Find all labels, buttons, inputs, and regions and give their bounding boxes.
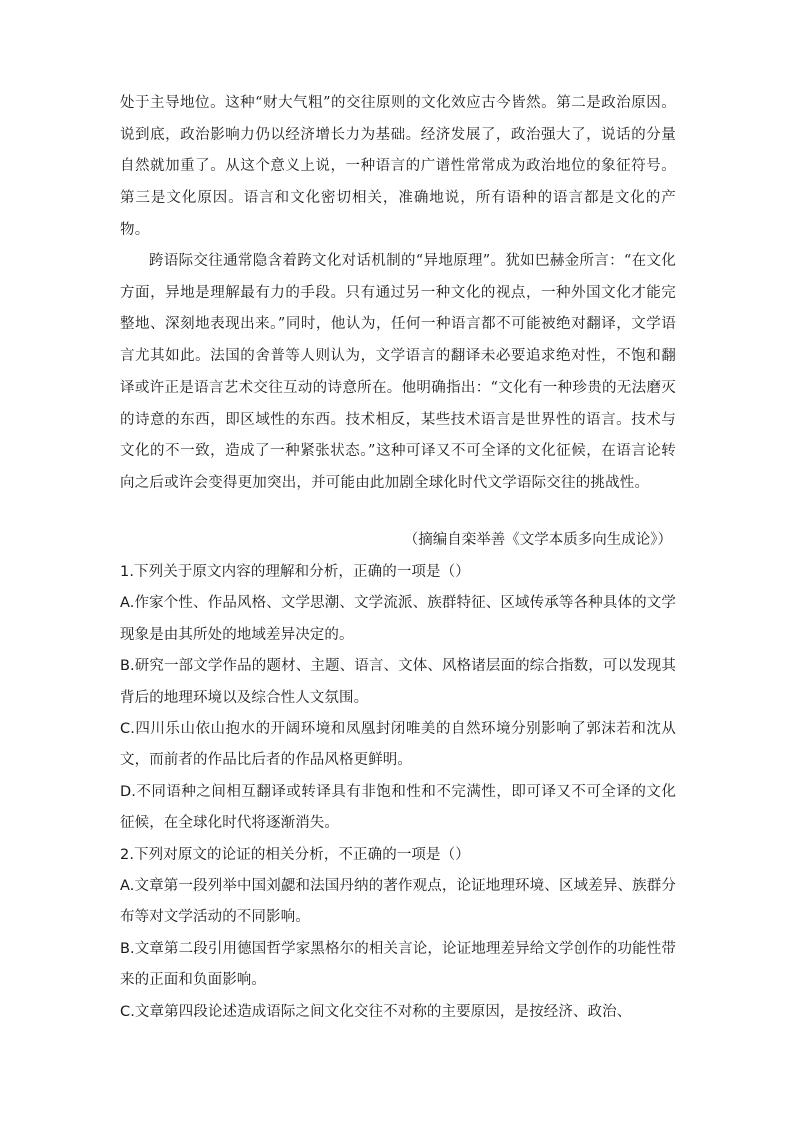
passage-source-citation: （摘编自栾举善《文学本质多向生成论》） xyxy=(403,532,672,548)
question-2-stem: 2.下列对原文的论证的相关分析，不正确的一项是（） xyxy=(120,846,470,863)
question-section xyxy=(120,557,676,1028)
question-1-stem: 1.下列关于原文内容的理解和分析，正确的一项是（） xyxy=(120,564,470,580)
question-1-option-c: C.四川乐山依山抱水的开阔环境和凤凰封闭唯美的自然环境分别影响了郭沫若和沈从文，而前者的作品比后者的作品风格更鲜明。 xyxy=(120,721,676,769)
question-1-option-b: B.研究一部文学作品的题材、主题、语言、文体、风格诸层面的综合指数，可以发现其背后的地理环境以及综合性人文氛围。 xyxy=(120,658,676,706)
question-2-option-c: C.文章第四段论述造成语际之间文化交往不对称的主要原因，是按经济、政治、 xyxy=(120,1003,632,1020)
question-1-option-d: D.不同语种之间相互翻译或转译具有非饱和性和不完满性，即可译又不可全译的文化征候，在全球化时代将逐渐消失。 xyxy=(120,783,676,832)
question-2-option-a: A.文章第一段列举中国刘勰和法国丹纳的著作观点，论证地理环境、区域差异、族群分布等对文学活动的不同影响。 xyxy=(120,878,676,926)
question-1-option-a: A.作家个性、作品风格、文学思潮、文学流派、族群特征、区域传承等各种具体的文学现象是由其所处的地域差异决定的。 xyxy=(120,595,676,643)
passage-paragraph-1: 处于主导地位。这种“财大气粗”的交往原则的文化效应古今皆然。第二是政治原因。说到底，政治影响力仍以经济增长力为基础。经济发展了，政治强大了，说话的分量自然就加重了。从这个意义上说，一种语言的广谱性常常成为政治地位的象征符号。第三是文化原因。语言和文化密切相关，准确地说，所有语种的语言都是文化的产物。 xyxy=(120,95,676,238)
passage-paragraph-2: 跨语际交往通常隐含着跨文化对话机制的“异地原理”。犹如巴赫金所言：“在文化方面，异地是理解最有力的手段。只有通过另一种文化的视点，一种外国文化才能完整地、深刻地表现出来。”同时，他认为，任何一种语言都不可能被绝对翻译，文学语言尤其如此。法国的舍普等人则认为，文学语言的翻译未必要追求绝对性，不饱和翻译或许正是语言艺术交往互动的诗意所在。他明确指出：“文化有一种珍贵的无法磨灭的诗意的东西，即区域性的东西。技术相反，某些技术语言是世界性的语言。技术与文化的不一致，造成了一种紧张状态。”这种可译又不可全译的文化征候，在语言论转向之后或许会变得更加突出，并可能由此加剧全球化时代文学语际交往的挑战性。 xyxy=(120,253,676,491)
question-2-option-b: B.文章第二段引用德国哲学家黑格尔的相关言论，论证地理差异给文学创作的功能性带来的正面和负面影响。 xyxy=(120,940,676,989)
